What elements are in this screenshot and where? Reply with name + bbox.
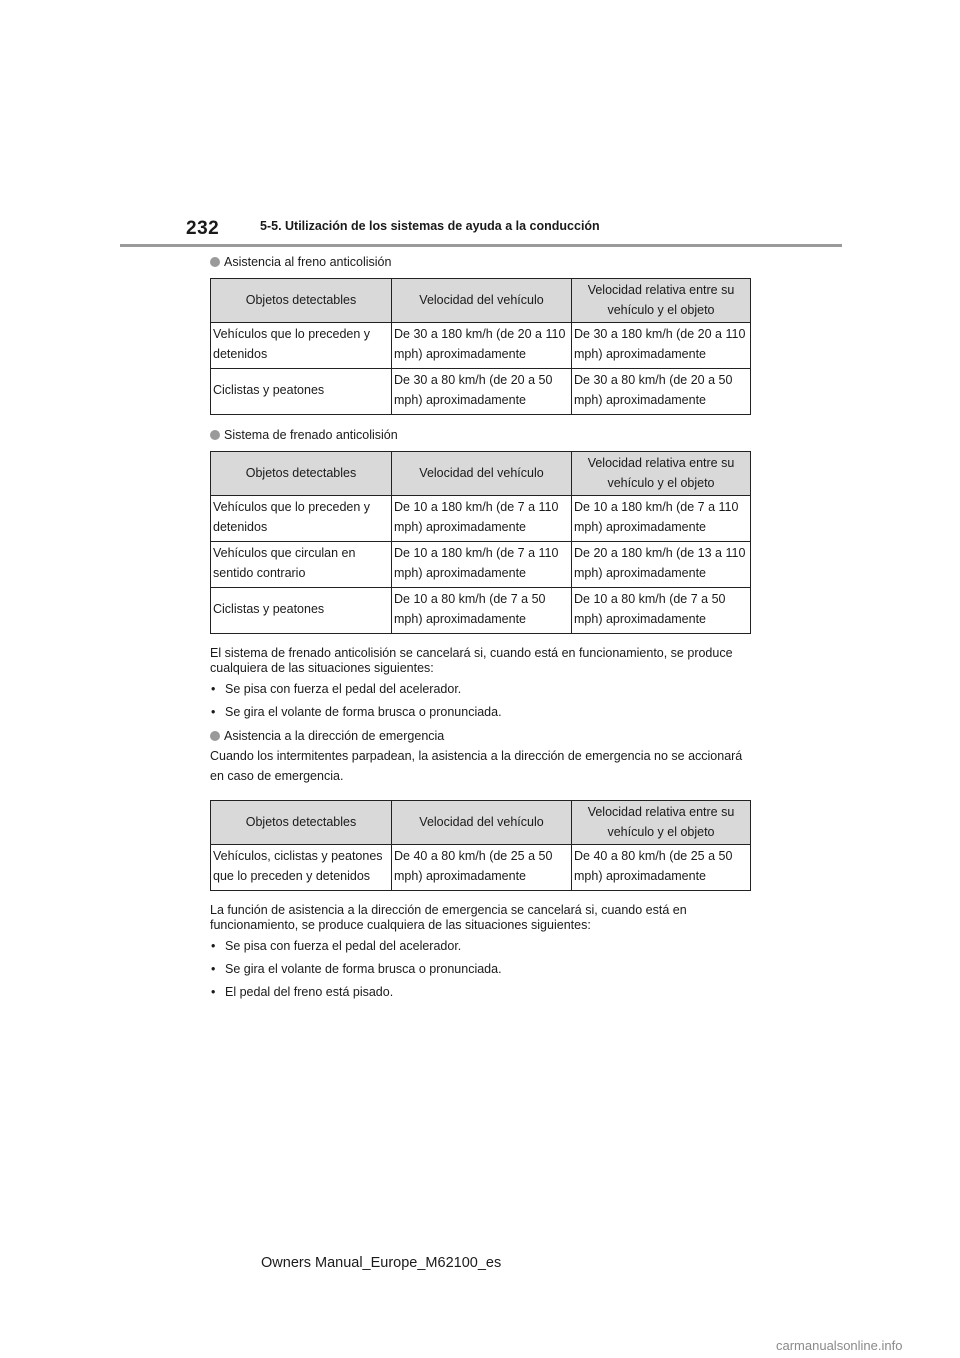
footer-label: Owners Manual_Europe_M62100_es — [261, 1255, 502, 1271]
list-bullet: • — [211, 705, 216, 719]
emergency-steering-intro: Cuando los intermitentes parpadean, la asistencia a la dirección de emergencia no se accionará en caso de emergencia. — [210, 749, 743, 783]
spec-table-brake-assist — [210, 278, 751, 415]
list-item — [210, 682, 750, 697]
page-header — [0, 206, 960, 248]
list-item — [210, 962, 750, 977]
bullet-dot-icon — [210, 731, 220, 741]
section-heading-text: Asistencia al freno anticolisión — [224, 254, 392, 269]
table-row — [211, 323, 751, 369]
table-cell: De 10 a 80 km/h (de 7 a 50 mph) aproximadamente — [392, 588, 572, 634]
section-heading-pre-collision-braking — [210, 427, 750, 443]
list-bullet: • — [211, 962, 216, 976]
table-row — [211, 588, 751, 634]
section-heading-emergency-steering — [210, 728, 750, 744]
table-header-row — [211, 452, 751, 496]
table-cell: De 30 a 80 km/h (de 20 a 50 mph) aproximadamente — [392, 369, 572, 415]
list-item-text: Se gira el volante de forma brusca o pronunciada. — [225, 705, 502, 719]
spec-table-emergency-steering — [210, 800, 751, 891]
column-header: Velocidad del vehículo — [392, 279, 572, 323]
column-header: Velocidad relativa entre su vehículo y el objeto — [572, 279, 751, 323]
table-cell: De 10 a 180 km/h (de 7 a 110 mph) aproximadamente — [392, 496, 572, 542]
table-cell: De 30 a 180 km/h (de 20 a 110 mph) aproximadamente — [392, 323, 572, 369]
column-header: Objetos detectables — [211, 801, 392, 845]
bullet-dot-icon — [210, 257, 220, 267]
cancel-conditions-note: La función de asistencia a la dirección de emergencia se cancelará si, cuando está en funcionamiento, se produce cualquiera de las situaciones siguientes: — [210, 903, 687, 932]
table-cell: De 20 a 180 km/h (de 13 a 110 mph) aproximadamente — [572, 542, 751, 588]
section-heading-text: Sistema de frenado anticolisión — [224, 427, 398, 442]
list-bullet: • — [211, 985, 216, 999]
table-row — [211, 496, 751, 542]
table-cell: De 30 a 80 km/h (de 20 a 50 mph) aproximadamente — [572, 369, 751, 415]
table-row — [211, 845, 751, 891]
header-divider — [120, 244, 842, 247]
table-cell: Vehículos que lo preceden y detenidos — [211, 496, 392, 542]
table-cell: De 40 a 80 km/h (de 25 a 50 mph) aproximadamente — [572, 845, 751, 891]
list-item-text: El pedal del freno está pisado. — [225, 985, 394, 999]
section-heading-collision-brake-assist — [210, 254, 750, 270]
list-bullet: • — [211, 939, 216, 953]
section-title: 5-5. Utilización de los sistemas de ayuda a la conducción — [260, 219, 600, 233]
bullet-dot-icon — [210, 430, 220, 440]
table-cell: Vehículos que circulan en sentido contrario — [211, 542, 392, 588]
spec-table-braking-system — [210, 451, 751, 634]
table-cell: De 10 a 180 km/h (de 7 a 110 mph) aproximadamente — [572, 496, 751, 542]
table-cell: De 30 a 180 km/h (de 20 a 110 mph) aproximadamente — [572, 323, 751, 369]
table-cell: Ciclistas y peatones — [211, 588, 392, 634]
column-header: Velocidad del vehículo — [392, 801, 572, 845]
table-cell: De 40 a 80 km/h (de 25 a 50 mph) aproximadamente — [392, 845, 572, 891]
table-cell: Ciclistas y peatones — [211, 369, 392, 415]
column-header: Velocidad relativa entre su vehículo y el objeto — [572, 801, 751, 845]
table-cell: Vehículos que lo preceden y detenidos — [211, 323, 392, 369]
page-content — [210, 254, 750, 1008]
column-header: Velocidad relativa entre su vehículo y el objeto — [572, 452, 751, 496]
table-row — [211, 369, 751, 415]
cancel-conditions-note: El sistema de frenado anticolisión se cancelará si, cuando está en funcionamiento, se produce cualquiera de las situaciones siguientes: — [210, 646, 733, 675]
column-header: Velocidad del vehículo — [392, 452, 572, 496]
table-header-row — [211, 801, 751, 845]
table-cell: De 10 a 80 km/h (de 7 a 50 mph) aproximadamente — [572, 588, 751, 634]
column-header: Objetos detectables — [211, 452, 392, 496]
section-heading-text: Asistencia a la dirección de emergencia — [224, 728, 445, 743]
page-number: 232 — [186, 218, 220, 239]
column-header: Objetos detectables — [211, 279, 392, 323]
list-item-text: Se gira el volante de forma brusca o pronunciada. — [225, 962, 502, 976]
list-item — [210, 939, 750, 954]
table-cell: De 10 a 180 km/h (de 7 a 110 mph) aproximadamente — [392, 542, 572, 588]
list-bullet: • — [211, 682, 216, 696]
watermark: carmanualsonline.info — [776, 1338, 903, 1353]
list-item-text: Se pisa con fuerza el pedal del acelerador. — [225, 682, 462, 696]
table-cell: Vehículos, ciclistas y peatones que lo preceden y detenidos — [211, 845, 392, 891]
list-item — [210, 705, 750, 720]
list-item-text: Se pisa con fuerza el pedal del acelerador. — [225, 939, 462, 953]
table-header-row — [211, 279, 751, 323]
list-item — [210, 985, 750, 1000]
table-row — [211, 542, 751, 588]
